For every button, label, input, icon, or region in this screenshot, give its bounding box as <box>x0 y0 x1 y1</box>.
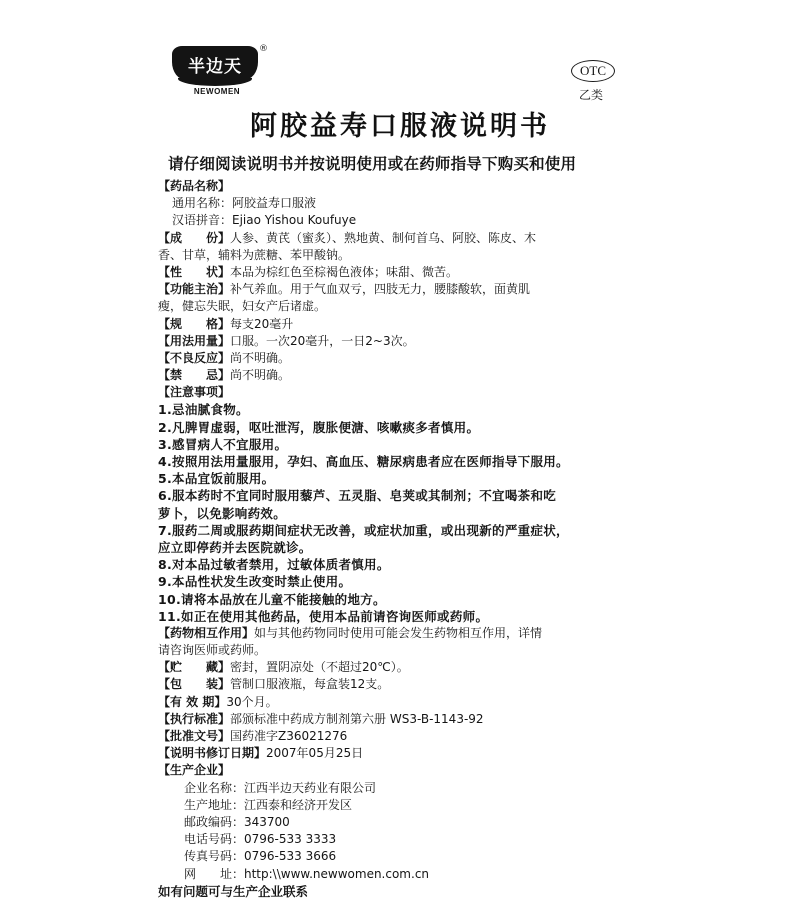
adverse-label: 【不良反应】 <box>158 350 231 365</box>
usage-text: 口服。一次20毫升，一日2~3次。 <box>230 333 415 348</box>
indication-text: 补气养血。用于气血双亏，四肢无力，腰膝酸软，面黄肌 <box>230 282 531 297</box>
adverse-text: 尚不明确。 <box>230 350 291 365</box>
validity-text: 30个月。 <box>226 694 278 709</box>
standard-row <box>158 711 640 728</box>
indication-row <box>158 281 640 298</box>
character-label: 【性 状】 <box>158 264 231 279</box>
revision-label: 【说明书修订日期】 <box>158 746 267 761</box>
precaution-item: 7.服药二周或服药期间症状无改善，或症状加重，或出现新的严重症状， <box>158 522 569 538</box>
storage-row <box>158 659 640 676</box>
package-row <box>158 676 640 693</box>
registered-mark: ® <box>259 44 268 54</box>
precaution-item: 萝卜，以免影响药效。 <box>158 505 287 521</box>
contra-label: 【禁 忌】 <box>158 368 231 383</box>
ingredients-row-2: 香、甘草，辅料为蔗糖、苯甲酸钠。 <box>158 247 351 262</box>
indication-label: 【功能主治】 <box>158 282 231 297</box>
section-precautions: 【注意事项】 <box>158 385 231 400</box>
interaction-row <box>158 625 640 642</box>
revision-text: 2007年05月25日 <box>266 746 364 761</box>
logo-text: 半边天 <box>188 57 242 77</box>
storage-label: 【贮 藏】 <box>158 660 231 675</box>
precaution-item: 11.如正在使用其他药品，使用本品前请咨询医师或药师。 <box>158 608 489 624</box>
section-manufacturer: 【生产企业】 <box>158 763 231 778</box>
character-row <box>158 264 640 281</box>
usage-row <box>158 333 640 350</box>
precaution-item: 应立即停药并去医院就诊。 <box>158 539 312 555</box>
pinyin-name: 汉语拼音：Ejiao Yishou Koufuye <box>172 213 357 228</box>
usage-label: 【用法用量】 <box>158 333 231 348</box>
footer-contact: 如有问题可与生产企业联系 <box>158 883 309 899</box>
approval-label: 【批准文号】 <box>158 729 231 743</box>
ingredients-text: 人参、黄芪（蜜炙）、熟地黄、制何首乌、阿胶、陈皮、木 <box>230 230 537 245</box>
section-drug-name: 【药品名称】 <box>158 179 231 193</box>
character-text: 本品为棕红色至棕褐色液体；味甜、微苦。 <box>230 264 459 279</box>
interaction-label: 【药物相互作用】 <box>158 625 255 640</box>
storage-text: 密封，置阴凉处（不超过20℃）。 <box>230 660 409 675</box>
ingredients-label: 【成 份】 <box>158 230 231 245</box>
validity-row <box>158 694 640 711</box>
fax-number: 传真号码：0796-533 3666 <box>184 849 337 864</box>
validity-label: 【有 效 期】 <box>158 694 227 709</box>
otc-badge: OTC <box>571 60 615 82</box>
brand-logo <box>172 44 268 98</box>
postal-code: 邮政编码：343700 <box>184 814 290 829</box>
production-address: 生产地址：江西泰和经济开发区 <box>184 797 353 812</box>
precaution-item: 10.请将本品放在儿童不能接触的地方。 <box>158 591 386 607</box>
precaution-item: 2.凡脾胃虚弱，呕吐泄泻，腹胀便溏、咳嗽痰多者慎用。 <box>158 419 480 435</box>
precaution-item: 6.服本药时不宜同时服用藜芦、五灵脂、皂荚或其制剂；不宜喝茶和吃 <box>158 488 557 504</box>
indication-row-2: 瘦，健忘失眠，妇女产后诸虚。 <box>158 299 327 314</box>
precaution-item: 5.本品宜饭前服用。 <box>158 471 275 487</box>
precaution-item: 4.按照用法用量服用，孕妇、高血压、糖尿病患者应在医师指导下服用。 <box>158 454 569 469</box>
precaution-item: 8.对本品过敏者禁用，过敏体质者慎用。 <box>158 557 390 573</box>
contra-text: 尚不明确。 <box>230 368 291 383</box>
interaction-row-2: 请咨询医师或药师。 <box>158 643 267 658</box>
standard-text: 部颁标准中药成方制剂第六册 WS3-B-1143-92 <box>230 711 484 726</box>
precaution-item: 1.忌油腻食物。 <box>158 402 249 418</box>
approval-text: 国药准字Z36021276 <box>230 729 348 743</box>
package-text: 管制口服液瓶，每盒装12支。 <box>230 677 390 692</box>
reading-notice: 请仔细阅读说明书并按说明使用或在药师指导下购买和使用 <box>168 155 577 173</box>
document-title: 阿胶益寿口服液说明书 <box>250 111 550 142</box>
approval-row <box>158 728 640 745</box>
otc-class: 乙类 <box>579 88 604 102</box>
interaction-text: 如与其他药物同时使用可能会发生药物相互作用，详情 <box>254 625 543 640</box>
generic-name: 通用名称：阿胶益寿口服液 <box>172 196 317 211</box>
adverse-row <box>158 350 640 367</box>
spec-label: 【规 格】 <box>158 316 231 331</box>
contra-row <box>158 367 640 384</box>
revision-row <box>158 745 640 762</box>
spec-row <box>158 316 640 333</box>
instruction-body <box>158 178 640 900</box>
package-label: 【包 装】 <box>158 677 231 692</box>
precaution-item: 9.本品性状发生改变时禁止使用。 <box>158 574 352 590</box>
company-name: 企业名称：江西半边天药业有限公司 <box>184 780 377 795</box>
website: 网 址：http:\\www.newwomen.com.cn <box>184 866 430 881</box>
phone-number: 电话号码：0796-533 3333 <box>184 832 337 847</box>
precaution-item: 3.感冒病人不宜服用。 <box>158 436 288 452</box>
ingredients-row <box>158 230 640 247</box>
spec-text: 每支20毫升 <box>230 316 294 331</box>
logo-english: NEWOMEN <box>193 87 241 96</box>
standard-label: 【执行标准】 <box>158 711 231 726</box>
